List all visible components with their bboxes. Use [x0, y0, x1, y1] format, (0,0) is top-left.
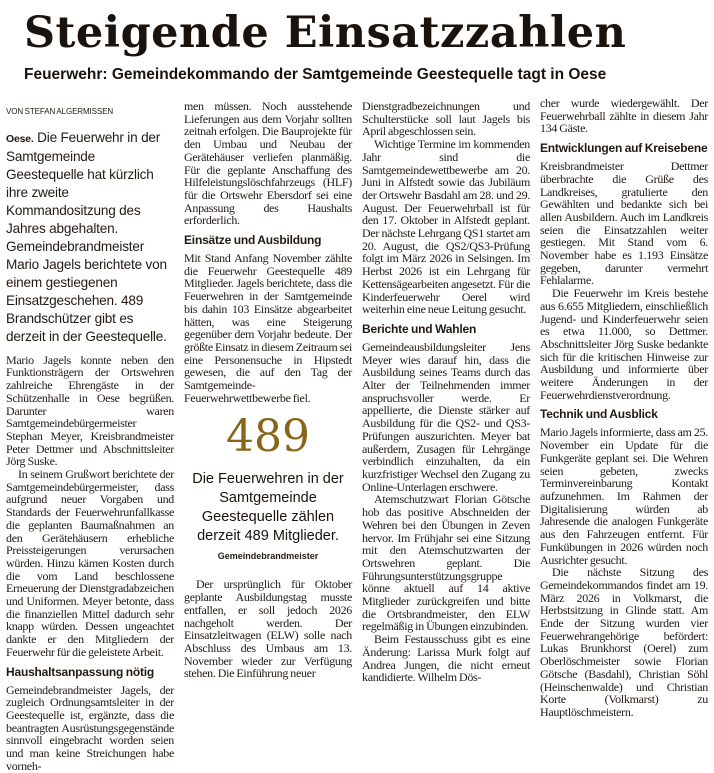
section-heading: Berichte und Wahlen [362, 321, 477, 336]
paragraph: Mario Jagels informierte, dass am 25. November ein Update für die Funkgeräte geplant sei. Die Wehren seien gebeten, zwecks Terminvereinbarung Kontakt aufzunehmen. Im Rahmen der Digitalisierung würden ab Jahresende die analogen Funkgeräte aus den Fahrzeugen entfernt. Für Funkübungen in 2026 würden noch Ausrichter gesucht. [540, 425, 708, 567]
section-heading: Entwicklungen auf Kreisebene [540, 141, 708, 156]
section-heading: Haushaltsanpassung nötig [6, 664, 155, 679]
paragraph: In seinem Grußwort berichtete der Samtgemeindebürgermeister, dass aufgrund neuer Vorgaben und Standards der Feuerwehrunfallkasse die geplanten Baumaßnahmen an den Gerätehäusern erhebliche Preissteigerungen verursachen würden. Hinzu kämen Kosten durch die vom Land beschlossene Erneuerung der Dienstgradabzeichen und Uniformen. Meyer betonte, dass die finanziellen Mittel dadurch sehr knapp würden. Dessen ungeachtet dankte er den Mitgliedern der Feuerwehr für die geleistete Arbeit. [6, 467, 174, 659]
byline: VON STEFAN ALGERMISSEN [6, 107, 114, 116]
paragraph: men müssen. Noch ausstehende Lieferungen aus dem Vorjahr sollten zeitnah erfolgen. Die Bauprojekte für den Umbau und Neubau der Gerätehäuser verliefen planmäßig. Für die geplante Anschaffung des Hilfeleistungslöschfahrzeugs (HLF) für die Ortswehr Ebersdorf sei eine Anpassung des Haushalts erforderlich. [184, 99, 352, 228]
lead-paragraph [6, 129, 174, 346]
column-3 [362, 100, 530, 684]
paragraph: Die Feuerwehr im Kreis bestehe aus 6.655 Mitgliedern, einschließlich Jugend- und Kinderfeuerwehr seien es etwa 11.000, so Dettmer. Abschnittsleiter Jörg Suske bedankte sich für die kritischen Hinweise zur Ausbildung und informierte über weitere Änderungen in der Feuerwehrdienstverordnung. [540, 286, 708, 402]
paragraph: Die nächste Sitzung des Gemeindekommandos findet am 19. März 2026 in Volkmarst, die Herbstsitzung in Glinde statt. Am Ende der Sitzung wurden vier Feuerwehrangehörige befördert: Lukas Brunkhorst (Oerel) zum Oberlöschmeister sowie Florian Götsche (Basdahl), Christian Söhl (Heinschenwalde) und Christian Korte (Volkmarst) zu Hauptlöschmeistern. [540, 565, 708, 719]
pull-quote-number: 489 [226, 411, 310, 463]
subheadline: Feuerwehr: Gemeindekommando der Samtgemeinde Geestequelle tagt in Oese [24, 66, 607, 83]
column-2 [184, 100, 352, 680]
paragraph: Mario Jagels konnte neben den Funktionsträgern der Ortswehren zahlreiche Ehrengäste in der Schützenhalle in Oese begrüßen. Darunter waren Samtgemeindebürgermeister Stephan Meyer, Kreisbrandmeister Peter Dettmer und Abschnittsleiter Jörg Suske. [6, 352, 174, 469]
paragraph: Kreisbrandmeister Dettmer überbrachte die Grüße des Landkreises, gratulierte den Gewählten und bedankte sich bei allen Ausbildern. Auch im Landkreis seien die Einsatzzahlen weiter gestiegen. Mit Stand vom 6. November habe es 1.193 Einsätze gegeben, darunter vermehrt Fehlalarme. [540, 159, 708, 288]
paragraph: Beim Festausschuss gibt es eine Änderung: Larissa Murk folgt auf Andrea Jungen, die nicht erneut kandidierte. Wilhelm Dös- [362, 632, 530, 685]
section-heading: Einsätze und Ausbildung [184, 233, 322, 248]
pull-quote-text: Die Feuerwehren in der Samtgemeinde Geestequelle zählen derzeit 489 Mitglieder. [192, 471, 344, 545]
paragraph: Der ursprünglich für Oktober geplante Ausbildungstag musste entfallen, er soll jedoch 2026 nachgeholt werden. Der Einsatzleitwagen (ELW) solle nach Abschluss des Umbaus am 13. November wieder zur Verfügung stehen. Die Einführung neuer [184, 577, 352, 681]
paragraph: Dienstgradbezeichnungen und Schulterstücke soll laut Jagels bis April abgeschlossen sein. [362, 99, 530, 139]
pull-quote [184, 412, 352, 562]
dateline: Oese. [6, 132, 34, 145]
paragraph: Wichtige Termine im kommenden Jahr sind die Samtgemeindewettbewerbe am 20. Juni in Alfstedt sowie das Jubiläum der Ortswehr Basdahl am 28. und 29. August. Der Feuerwehrball ist für den 17. Oktober in Alfstedt geplant. Der nächste Lehrgang QS1 startet am 20. August, die QS2/QS3-Prüfung folgt im März 2026 in Selsingen. Im Herbst 2026 ist ein Lehrgang für Kettensägearbeiten angesetzt. Für die Kinderfeuerwehr Oerel wird weiterhin eine neue Leitung gesucht. [362, 137, 530, 317]
column-4 [540, 97, 708, 719]
paragraph: Gemeindebrandmeister Jagels, der zugleich Ordnungsamtsleiter in der Geestequelle ist, ergänzte, dass die beantragten Ausrüstungsgegenstände sinnvoll eingebracht worden seien und man keine Streichungen habe vorneh- [6, 682, 174, 773]
lead-text: Die Feuerwehr in der Samtgemeinde Geestequelle hat kürzlich ihre zweite Kommandositzung des Jahres abgehalten. Gemeindebrandmeister Mario Jagels berichtete von einem gestiegenen Einsatzgeschehen. 489 Brandschützer gibt es derzeit in der Geestequelle. [6, 129, 167, 344]
paragraph: Mit Stand Anfang November zählte die Feuerwehr Geestequelle 489 Mitglieder. Jagels berichtete, dass die Feuerwehren in der Samtgemeinde bis dahin 103 Einsätze abgearbeitet hätten, was eine Steigerung gegenüber dem Vorjahr bedeute. Der größte Einsatz in diesem Zeitraum sei eine Personensuche in Hipstedt gewesen, die auf den Tag der Samtgemeinde-Feuerwehrwettbewerbe fiel. [184, 251, 353, 405]
headline: Steigende Einsatzzahlen [24, 8, 627, 58]
column-1 [6, 104, 174, 773]
paragraph: Atemschutzwart Florian Götsche hob das positive Abschneiden der Wehren bei den Übungen in Zeven hervor. Im Frühjahr sei eine Sitzung mit den Atemschutzwarten der Ortswehren geplant. Die Führungsunterstützungsgruppe könne aktuell auf 14 aktive Mitglieder zurückgreifen und bitte die Ortsbrandmeister, den ELW regelmäßig in Übungen einzubinden. [362, 492, 530, 634]
paragraph: cher wurde wiedergewählt. Der Feuerwehrball zählte in diesem Jahr 134 Gäste. [540, 96, 708, 136]
paragraph: Gemeindeausbildungsleiter Jens Meyer wies darauf hin, dass die Ausbildung seines Teams durch das Alter der Teilnehmenden immer anspruchsvoller werde. Er appellierte, die Dienste stärker auf Ausbildung für die QS2- und QS3-Prüfungen auszurichten. Meyer bat außerdem, Zusagen für Lehrgänge verbindlich einzuhalten, da ein kurzfristiger Wechsel den Zugang zu Online-Unterlagen erschwere. [362, 339, 530, 494]
pull-quote-attribution: Gemeindebrandmeister [217, 551, 319, 562]
section-heading: Technik und Ausblick [540, 407, 658, 422]
